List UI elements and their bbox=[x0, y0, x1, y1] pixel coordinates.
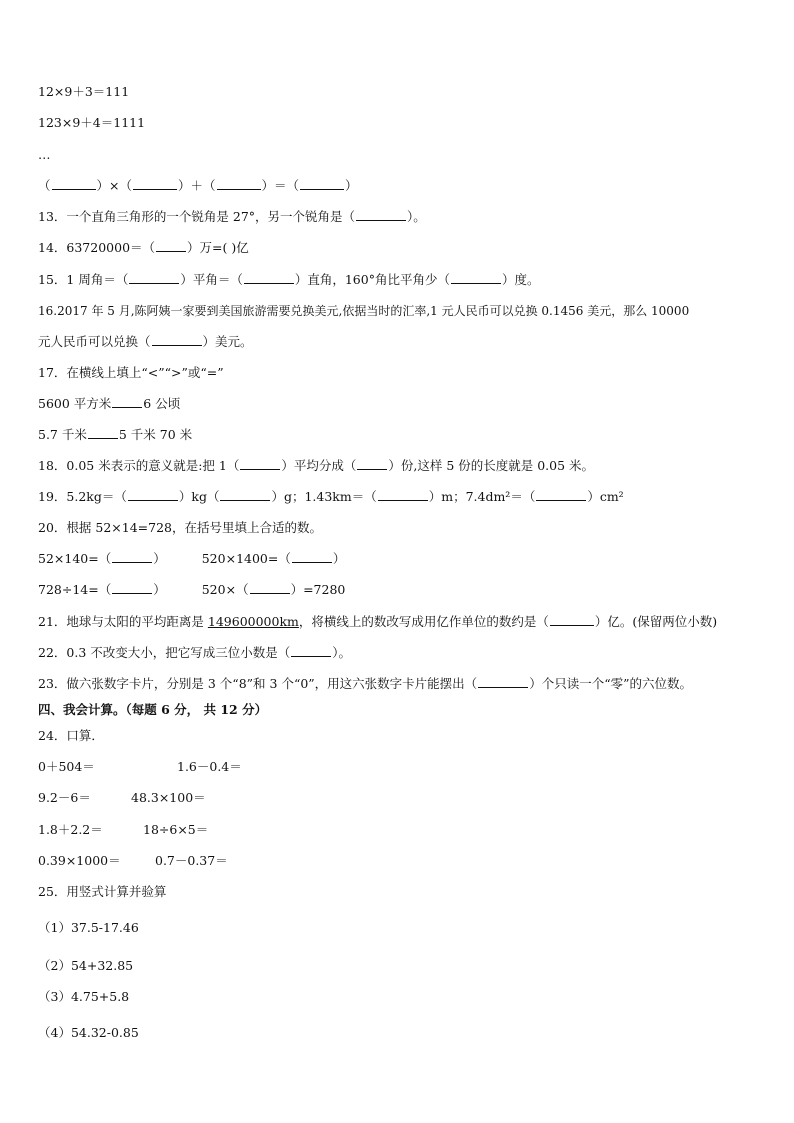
question-13: 13．一个直角三角形的一个锐角是 27°，另一个锐角是（ ）。 bbox=[38, 209, 426, 224]
calc-row-2: 9.2－6＝ bbox=[38, 790, 91, 805]
answer-blank[interactable] bbox=[220, 489, 270, 501]
question-18: 18．0.05 米表示的意义就是:把 1（ ）平均分成（ ）份,这样 5 份的长度就是 0.05 米。 bbox=[38, 458, 595, 473]
calc-row-3: 1.8＋2.2＝ bbox=[38, 822, 103, 837]
ellipsis-line: … bbox=[38, 147, 51, 162]
question-17-item-1: 5600 平方米 6 公顷 bbox=[38, 396, 181, 411]
question-17-item-2: 5.7 千米 5 千米 70 米 bbox=[38, 427, 193, 442]
answer-blank[interactable] bbox=[112, 396, 142, 408]
question-20: 20．根据 52×14=728，在括号里填上合适的数。 bbox=[38, 520, 322, 535]
answer-blank[interactable] bbox=[292, 551, 332, 563]
answer-blank[interactable] bbox=[112, 582, 152, 594]
question-21: 21．地球与太阳的平均距离是 149600000km，将横线上的数改写成用亿作单位的数约是（ ）亿。(保留两位小数) bbox=[38, 614, 718, 629]
answer-blank[interactable] bbox=[291, 645, 331, 657]
question-17: 17．在横线上填上“<”“>”或“=” bbox=[38, 365, 224, 380]
answer-blank[interactable] bbox=[129, 272, 179, 284]
question-15: 15．1 周角＝（ ）平角＝（ ）直角，160°角比平角少（ ）度。 bbox=[38, 272, 540, 287]
answer-blank[interactable] bbox=[378, 489, 428, 501]
answer-blank[interactable] bbox=[52, 178, 96, 190]
equation-line-1: 12×9＋3＝111 bbox=[38, 84, 130, 99]
question-16-line-2: 元人民币可以兑换（ ）美元。 bbox=[38, 334, 253, 349]
question-16-line-1: 16.2017 年 5 月,陈阿姨一家要到美国旅游需要兑换美元,依据当时的汇率,1 元人民币可以兑换 0.1456 美元，那么 10000 bbox=[38, 304, 690, 318]
question-22: 22．0.3 不改变大小，把它写成三位小数是（ ）。 bbox=[38, 645, 352, 660]
calc-row-4: 0.39×1000＝ bbox=[38, 853, 121, 868]
question-25: 25．用竖式计算并验算 bbox=[38, 884, 167, 899]
answer-blank[interactable] bbox=[88, 427, 118, 439]
answer-blank[interactable] bbox=[217, 178, 261, 190]
underlined-distance: 149600000km bbox=[207, 614, 299, 629]
answer-blank[interactable] bbox=[550, 614, 594, 626]
question-23: 23．做六张数字卡片，分别是 3 个“8”和 3 个“0”，用这六张数字卡片能摆出（ ）个只读一个“零”的六位数。 bbox=[38, 676, 692, 691]
answer-blank[interactable] bbox=[357, 458, 387, 470]
section-4-heading: 四、我会计算。（每题 6 分， 共 12 分） bbox=[38, 702, 268, 717]
answer-blank[interactable] bbox=[451, 272, 501, 284]
question-24: 24．口算． bbox=[38, 728, 104, 743]
answer-blank[interactable] bbox=[112, 551, 152, 563]
answer-blank[interactable] bbox=[133, 178, 177, 190]
answer-blank[interactable] bbox=[250, 582, 290, 594]
answer-blank[interactable] bbox=[128, 489, 178, 501]
answer-blank[interactable] bbox=[478, 676, 528, 688]
vertical-calc-1: （1）37.5-17.46 bbox=[38, 920, 139, 935]
question-14: 14．63720000＝（ ）万=( )亿 bbox=[38, 240, 249, 255]
answer-blank[interactable] bbox=[536, 489, 586, 501]
answer-blank[interactable] bbox=[240, 458, 280, 470]
question-20-row-2: 728÷14=（ ） 520×（ ）=7280 bbox=[38, 582, 346, 597]
question-19: 19．5.2kg＝（ ）kg（ ）g；1.43km＝（ ）m；7.4dm²＝（ ）cm² bbox=[38, 489, 624, 504]
equation-line-2: 123×9＋4＝1111 bbox=[38, 115, 146, 130]
vertical-calc-2: （2）54+32.85 bbox=[38, 958, 134, 973]
answer-blank[interactable] bbox=[300, 178, 344, 190]
answer-blank[interactable] bbox=[152, 334, 202, 346]
vertical-calc-4: （4）54.32-0.85 bbox=[38, 1025, 139, 1040]
vertical-calc-3: （3）4.75+5.8 bbox=[38, 989, 130, 1004]
answer-blank[interactable] bbox=[356, 209, 406, 221]
calc-row-2-col-2: 48.3×100＝ bbox=[131, 790, 206, 805]
calc-row-4-col-2: 0.7－0.37＝ bbox=[155, 853, 228, 868]
equation-pattern-blanks: （ ）×（ ）＋（ ）＝（ ） bbox=[38, 178, 358, 193]
question-20-row-1: 52×140=（ ） 520×1400=（ ） bbox=[38, 551, 346, 566]
answer-blank[interactable] bbox=[244, 272, 294, 284]
answer-blank[interactable] bbox=[156, 240, 186, 252]
calc-row-1-col-2: 1.6－0.4＝ bbox=[177, 759, 242, 774]
calc-row-1: 0＋504＝ bbox=[38, 759, 95, 774]
calc-row-3-col-2: 18÷6×5＝ bbox=[143, 822, 209, 837]
